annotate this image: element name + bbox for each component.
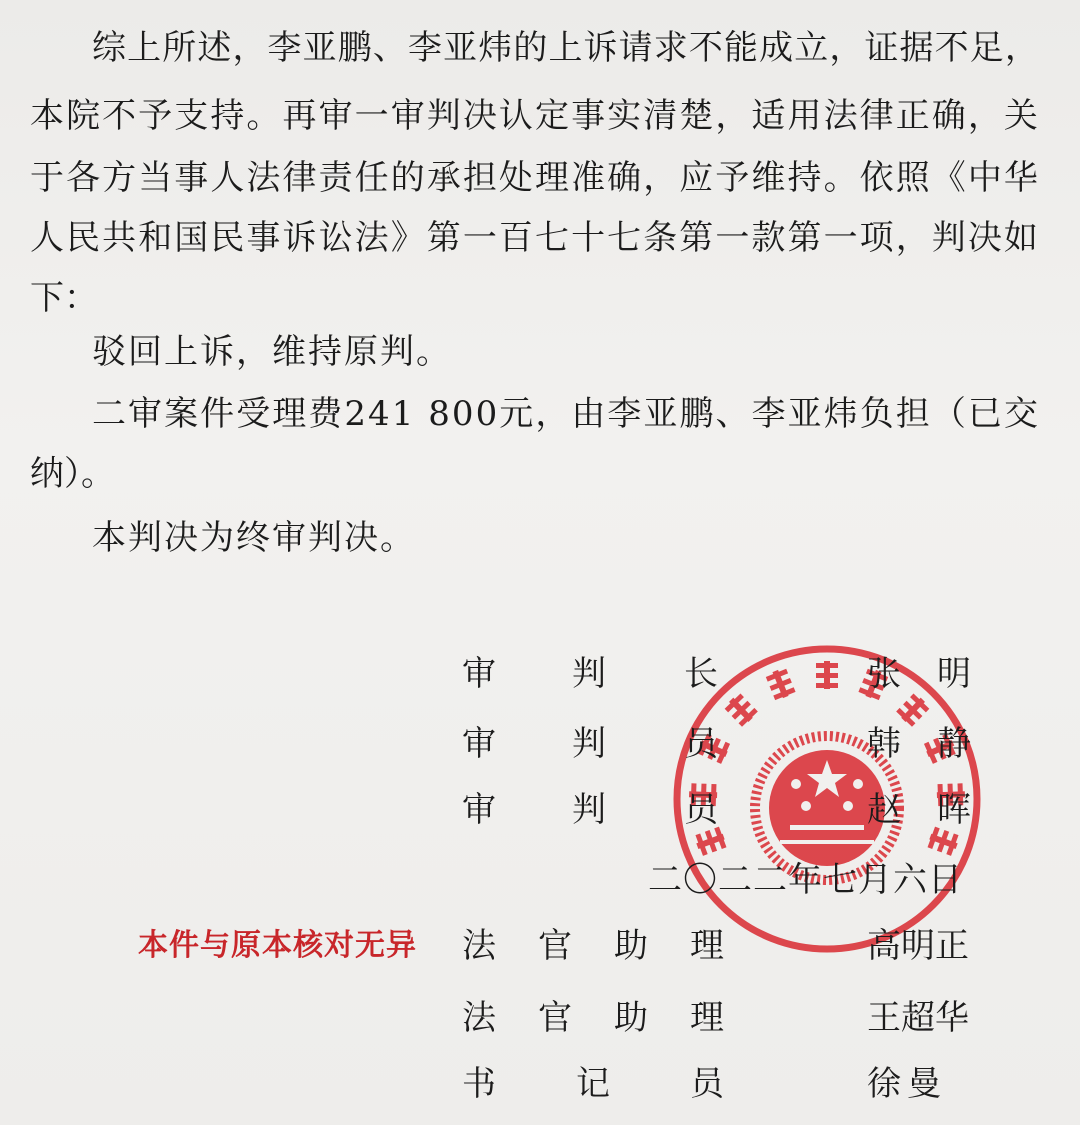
ruling-text: 驳回上诉，维持原判。 — [92, 332, 452, 372]
judge-title-char: 审 — [462, 724, 496, 764]
staff-title-char: 官 — [538, 926, 572, 966]
fee-text: 二审案件受理费241 800元，由李亚鹏、李亚炜负担（已交 — [92, 394, 1040, 434]
judge-name-char: 张 — [867, 654, 901, 694]
staff-title-char: 理 — [690, 926, 724, 966]
judge-row — [462, 788, 972, 832]
judgment-date: 二〇二二年七月六日 — [648, 860, 963, 900]
staff-row — [462, 924, 972, 968]
staff-title-char: 法 — [462, 998, 496, 1038]
judge-title-char: 审 — [462, 790, 496, 830]
paragraph-line: 综上所述，李亚鹏、李亚炜的上诉请求不能成立，证据不足， — [92, 28, 1040, 68]
staff-row — [462, 1062, 972, 1106]
judge-title-char: 审 — [462, 654, 496, 694]
staff-title-char: 官 — [538, 998, 572, 1038]
paragraph-line: 下： — [30, 278, 98, 318]
judge-row — [462, 722, 972, 766]
paragraph-line: 于各方当事人法律责任的承担处理准确，应予维持。依照《中华 — [30, 158, 1040, 198]
staff-title-char: 记 — [576, 1064, 610, 1104]
judge-row — [462, 652, 972, 696]
final-judgment-text: 本判决为终审判决。 — [92, 518, 416, 558]
staff-title-char: 助 — [614, 998, 648, 1038]
judge-title-char: 员 — [684, 790, 718, 830]
staff-title-char: 书 — [462, 1064, 496, 1104]
judge-title-char: 判 — [572, 654, 606, 694]
staff-name: 王超华 — [867, 998, 969, 1038]
staff-title-char: 理 — [690, 998, 724, 1038]
judge-name-char: 明 — [937, 654, 971, 694]
judge-title-char: 员 — [684, 724, 718, 764]
verification-stamp: 本件与原本核对无异 — [138, 928, 417, 963]
judge-name-char: 晖 — [937, 790, 971, 830]
judge-name-char: 静 — [937, 724, 971, 764]
paragraph-line: 纳）。 — [30, 454, 115, 494]
judge-name-char: 韩 — [867, 724, 901, 764]
judge-title-char: 判 — [572, 724, 606, 764]
staff-title-char: 法 — [462, 926, 496, 966]
judge-name-char: 赵 — [867, 790, 901, 830]
judge-title-char: 长 — [684, 654, 718, 694]
staff-name: 高明正 — [867, 926, 969, 966]
staff-title-char: 员 — [690, 1064, 724, 1104]
paragraph-line: 人民共和国民事诉讼法》第一百七十七条第一款第一项，判决如 — [30, 218, 1040, 258]
staff-name: 徐曼 — [867, 1064, 947, 1104]
judge-title-char: 判 — [572, 790, 606, 830]
paragraph-line: 本院不予支持。再审一审判决认定事实清楚，适用法律正确，关 — [30, 96, 1040, 136]
staff-row — [462, 996, 972, 1040]
staff-title-char: 助 — [614, 926, 648, 966]
